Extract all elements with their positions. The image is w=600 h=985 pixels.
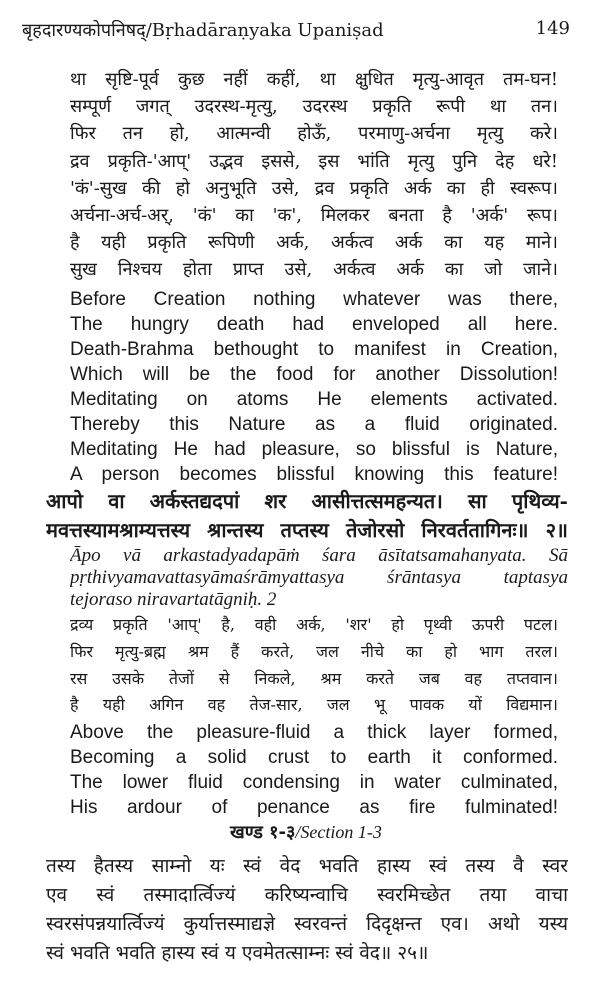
- poem-line: Meditating on atoms He elements activated.: [70, 389, 558, 410]
- poem-line: The lower fluid condensing in water culminated,: [70, 772, 558, 793]
- hindi-poem-1: [70, 66, 558, 284]
- hindi-poem-2: [70, 612, 558, 719]
- poem-line: रस उसके तेजों से निकले, श्रम करते जब वह तप्तवान।: [70, 668, 558, 688]
- english-poem-2: [70, 720, 558, 820]
- poem-line: Thereby this Nature as a fluid originated.: [70, 414, 558, 435]
- section-heading-english: /Section 1-3: [295, 822, 382, 842]
- poem-line: फिर तन हो, आत्मन्वी होऊँ, परमाणु-अर्चना मृत्यु करे।: [70, 123, 558, 145]
- english-poem-1: [70, 287, 558, 487]
- poem-line: Meditating He had pleasure, so blissful is Nature,: [70, 439, 558, 460]
- section-heading: [230, 820, 382, 844]
- poem-line: The hungry death had enveloped all here.: [70, 314, 558, 335]
- poem-line: Before Creation nothing whatever was there,: [70, 289, 558, 310]
- section-heading-devanagari: खण्ड १-३: [230, 822, 296, 843]
- poem-line: His ardour of penance as fire fulminated!: [70, 797, 558, 818]
- poem-line: 'कं'-सुख की हो अनुभूति उसे, द्रव प्रकृति अर्क का ही स्वरूप।: [70, 177, 558, 199]
- verse-line: एव स्वं तस्मादार्त्विज्यं करिष्यन्वाचि स्वरमिच्छेत तया वाचा: [46, 884, 568, 906]
- transliteration-2: [70, 545, 568, 611]
- poem-line: A person becomes blissful knowing this feature!: [70, 464, 558, 485]
- poem-line: द्रव प्रकृति-'आप्' उद्भव इससे, इस भांति मृत्यु पुनि देह धरे!: [70, 150, 558, 172]
- poem-line: सुख निश्चय होता प्राप्त उसे, अर्कत्व अर्क का जो जाने।: [70, 259, 558, 281]
- page-header: [0, 0, 600, 56]
- poem-line: सम्पूर्ण जगत् उदरस्थ-मृत्यु, उदरस्थ प्रकृति रूपी था तन।: [70, 96, 558, 118]
- transliteration-line: tejoraso niravartatāgniḥ. 2: [70, 589, 277, 610]
- poem-line: Which will be the food for another Dissolution!: [70, 364, 558, 385]
- sanskrit-verse-25: [46, 852, 568, 968]
- poem-line: Death-Brahma bethought to manifest in Creation,: [70, 339, 558, 360]
- verse-line: तस्य हैतस्य साम्नो यः स्वं वेद भवति हास्य स्वं तस्य वै स्वर: [46, 855, 568, 877]
- poem-line: द्रव्य प्रकृति 'आप्' है, वही अर्क, 'शर' हो पृथ्वी ऊपरी पटल।: [70, 615, 558, 634]
- page-number: 149: [535, 18, 570, 39]
- transliteration-line: pṛthivyamavattasyāmaśrāmyattasya śrāntasya taptasya: [70, 567, 568, 588]
- transliteration-line: Āpo vā arkastadyadapāṁ śara āsītatsamahanyata. Sā: [70, 545, 568, 566]
- poem-line: अर्चना-अर्च-अर्, 'कं' का 'क', मिलकर बनता है 'अर्क' रूप।: [70, 204, 558, 226]
- poem-line: फिर मृत्यु-ब्रह्म श्रम हैं करते, जल नीचे का हो भाग तरल।: [70, 641, 558, 661]
- running-title: बृहदारण्यकोपनिषद्/Bṛhadāraṇyaka Upaniṣad: [22, 20, 384, 41]
- poem-line: Becoming a solid crust to earth it conformed.: [70, 747, 558, 768]
- poem-line: Above the pleasure-fluid a thick layer formed,: [70, 722, 558, 743]
- verse-line: मवत्तस्यामश्राम्यत्तस्य श्रान्तस्य तप्तस्य तेजोरसो निरवर्ततागिनः॥ २॥: [46, 518, 568, 542]
- verse-line: आपो वा अर्कस्तद्यदपां शर आसीत्तत्समहन्यत। सा पृथिव्य-: [46, 489, 568, 513]
- verse-line: स्वरसंपन्नयार्त्विज्यं कुर्यात्तस्माद्यज्ञे स्वरवन्तं दिदृक्षन्त एव। अथो यस्य: [46, 913, 568, 935]
- sanskrit-verse-2: [46, 487, 568, 545]
- poem-line: है यही अगिन वह तेज-सार, जल भू पावक यों विद्यमान।: [70, 695, 558, 715]
- poem-line: था सृष्टि-पूर्व कुछ नहीं कहीं, था क्षुधित मृत्यु-आवृत तम-घन!: [70, 69, 558, 90]
- verse-line: स्वं भवति भवति हास्य स्वं य एवमेतत्साम्नः स्वं वेद॥ २५॥: [46, 942, 429, 964]
- poem-line: है यही प्रकृति रूपिणी अर्क, अर्कत्व अर्क का यह माने।: [70, 232, 558, 254]
